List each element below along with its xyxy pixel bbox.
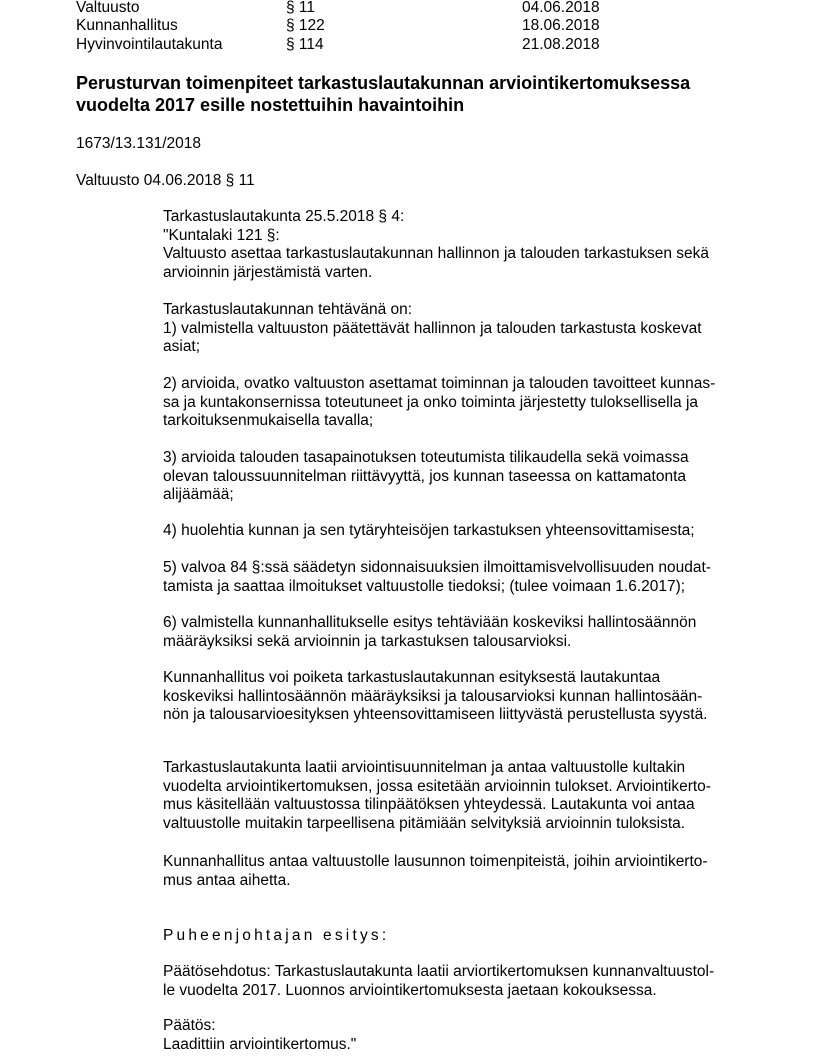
text-line: valtuustolle muitakin tarpeellisena pitämiään selvityksiä arvioinnin tuloksista. [163, 814, 686, 832]
paragraph [163, 963, 714, 1000]
paragraph [163, 375, 715, 431]
text-line: 2) arvioida, ovatko valtuuston asettamat toiminnan ja talouden tavoitteet kunnas- [163, 375, 716, 392]
paragraph [163, 853, 708, 890]
text-line: arvioinnin järjestämistä varten. [163, 263, 373, 281]
paragraph [163, 522, 695, 541]
text-line: mus antaa aihetta. [163, 871, 291, 889]
text-line: Puheenjohtajan esitys: [163, 927, 390, 944]
paragraph [163, 208, 709, 282]
meeting-row [76, 36, 776, 55]
paragraph [163, 449, 689, 505]
meeting-reference: Valtuusto 04.06.2018 § 11 [76, 172, 255, 189]
text-line: 1) valmistella valtuuston päätettävät hallinnon ja talouden tarkastusta koskevat [163, 319, 702, 337]
text-line: tamista ja saattaa ilmoitukset valtuustolle tiedoksi; (tulee voimaan 1.6.2017); [163, 577, 686, 595]
text-line: le vuodelta 2017. Luonnos arviointikertomuksesta jaetaan kokouksessa. [163, 981, 657, 999]
paragraph [163, 759, 711, 833]
title-line: vuodelta 2017 esille nostettuihin havaintoihin [76, 95, 465, 115]
text-line: Valtuusto asettaa tarkastuslautakunnan hallinnon ja talouden tarkastuksen sekä [163, 245, 710, 262]
text-line: Tarkastuslautakunta 25.5.2018 § 4: [163, 208, 405, 225]
meeting-date: 04.06.2018 [522, 0, 600, 16]
text-line: 3) arvioida talouden tasapainotuksen toteutumista tilikaudella sekä voimassa [163, 449, 689, 466]
text-line: olevan taloussuunnitelman riittävyyttä, jos kunnan taseessa on kattamatonta [163, 467, 687, 485]
title-line: Perusturvan toimenpiteet tarkastuslautakunnan arviointikertomuksessa [76, 73, 691, 93]
text-line: määräyksiksi sekä arvioinnin ja tarkastuksen talousarvioksi. [163, 632, 572, 650]
text-line: Kunnanhallitus antaa valtuustolle lausunnon toimenpiteistä, joihin arviointikerto- [163, 853, 708, 870]
paragraph [163, 301, 702, 357]
text-line: 6) valmistella kunnanhallitukselle esitys tehtäviään koskeviksi hallintosäännön [163, 614, 697, 631]
text-line: Päätös: [163, 1017, 216, 1034]
meeting-body: Valtuusto [76, 0, 140, 16]
text-line: 4) huolehtia kunnan ja sen tytäryhteisöjen tarkastuksen yhteensovittamisesta; [163, 522, 695, 539]
text-line: "Kuntalaki 121 §: [163, 226, 280, 244]
meeting-date: 18.06.2018 [522, 17, 600, 34]
paragraph [163, 559, 711, 596]
text-line: Laadittiin arviointikertomus." [163, 1035, 357, 1053]
text-line: alijäämää; [163, 486, 234, 503]
meeting-section: § 114 [286, 36, 324, 53]
text-line: 5) valvoa 84 §:ssä säädetyn sidonnaisuuksien ilmoittamisvelvollisuuden noudat- [163, 559, 711, 576]
text-line: koskeviksi hallintosäännön määräyksiksi ja talousarvioksi kunnan hallintosään- [163, 687, 703, 705]
text-line: vuodelta arviointikertomuksen, jossa esitetään arvioinnin tulokset. Arviointikerto- [163, 777, 711, 795]
text-line: mus käsitellään valtuustossa tilinpäätöksen yhteydessä. Lautakunta voi antaa [163, 796, 695, 813]
text-line: Päätösehdotus: Tarkastuslautakunta laatii arviortikertomuksen kunnanvaltuustol- [163, 963, 715, 980]
text-line: Kunnanhallitus voi poiketa tarkastuslautakunnan esityksestä lautakuntaa [163, 669, 661, 686]
text-line: Tarkastuslautakunta laatii arviointisuunnitelman ja antaa valtuustolle kultakin [163, 759, 686, 776]
document-title [76, 72, 690, 116]
text-line: nön ja talousarvioesityksen yhteensovittamiseen liittyvästä perustellusta syystä. [163, 706, 708, 723]
meeting-section: § 122 [286, 17, 325, 34]
paragraph [163, 927, 389, 946]
paragraph [163, 1017, 356, 1054]
meeting-body: Hyvinvointilautakunta [76, 36, 223, 53]
paragraph [163, 669, 708, 725]
meeting-row [76, 0, 776, 18]
case-number: 1673/13.131/2018 [76, 135, 201, 152]
text-line: asiat; [163, 338, 201, 355]
meeting-section: § 11 [286, 0, 316, 16]
text-line: tarkoituksenmukaisella tavalla; [163, 412, 374, 429]
paragraph [163, 614, 696, 651]
meeting-row [76, 17, 776, 36]
meeting-date: 21.08.2018 [522, 36, 600, 53]
meeting-body: Kunnanhallitus [76, 17, 178, 34]
text-line: Tarkastuslautakunnan tehtävänä on: [163, 301, 413, 318]
text-line: sa ja kuntakonsernissa toteutuneet ja onko toiminta järjestetty tuloksellisella ja [163, 393, 699, 411]
